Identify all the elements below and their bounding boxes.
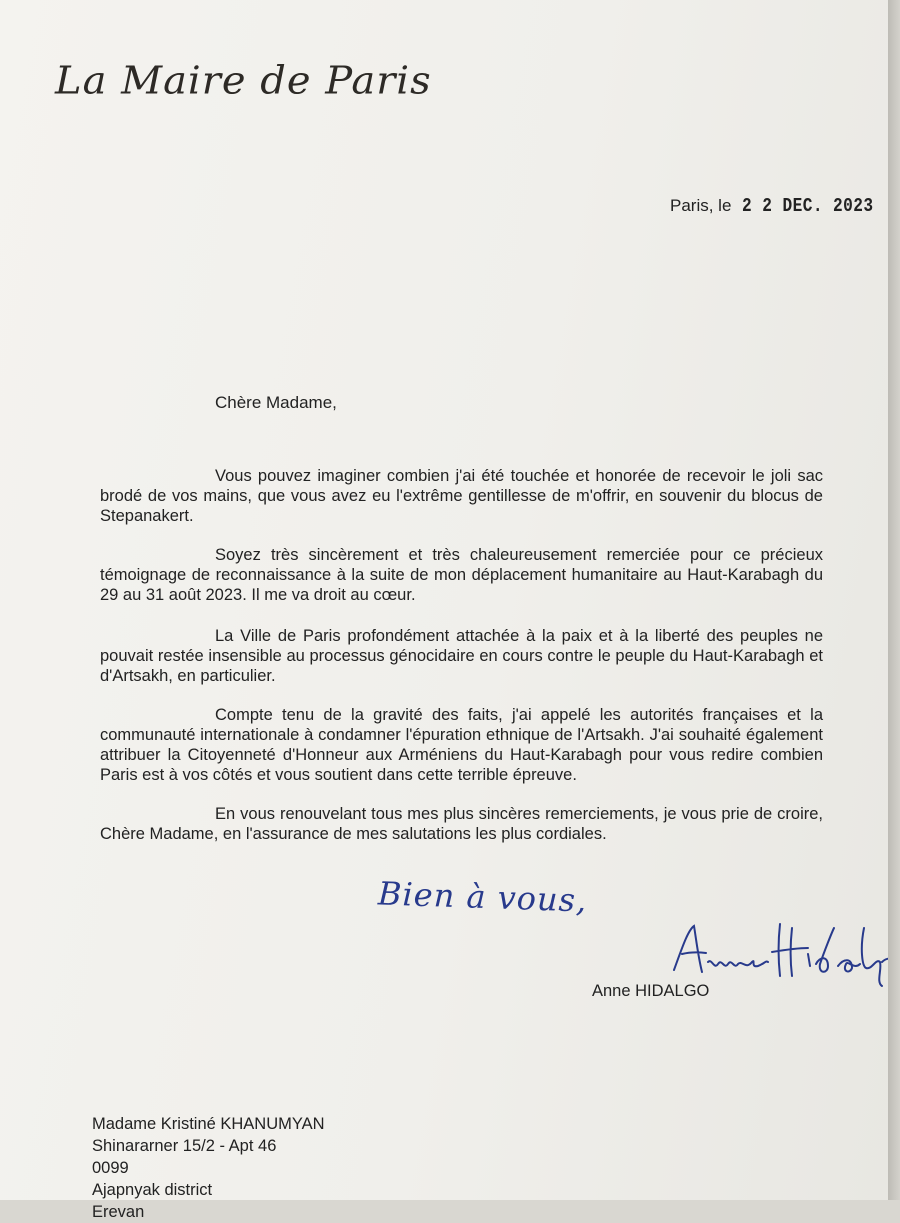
address-line: Madame Kristiné KHANUMYAN: [92, 1115, 325, 1133]
paragraph: En vous renouvelant tous mes plus sincères remerciements, je vous prie de croire, Chère Madame, en l'assurance de mes salutations les plus cordiales.: [100, 805, 823, 843]
date-stamp: 2 2 DEC. 2023: [742, 195, 874, 217]
address-line: Ajapnyak district: [92, 1181, 213, 1199]
page-edge: [888, 0, 900, 1200]
handwritten-closing: Bien à vous,: [377, 874, 588, 920]
date-prefix: Paris, le: [670, 196, 732, 215]
letterhead: La Maire de Paris: [55, 59, 432, 103]
paragraph: Soyez très sincèrement et très chaleureusement remerciée pour ce précieux témoignage de reconnaissance à la suite de mon déplacement humanitaire au Haut-Karabagh du 29 au 31 août 2023. Il me va droit au cœur.: [100, 546, 823, 604]
salutation: Chère Madame,: [215, 393, 337, 412]
signer-name: Anne HIDALGO: [592, 982, 710, 1000]
handwritten-signature: [668, 918, 898, 988]
paragraph: Vous pouvez imaginer combien j'ai été touchée et honorée de recevoir le joli sac brodé de vos mains, que vous avez eu l'extrême gentillesse de m'offrir, en souvenir du blocus de Stepanakert.: [100, 467, 823, 525]
recipient-address: [92, 1113, 325, 1223]
paragraph: La Ville de Paris profondément attachée à la paix et à la liberté des peuples ne pouvait restée insensible au processus génocidaire en cours contre le peuple du Haut-Karabagh et d'Artsakh, en particulier.: [100, 627, 823, 685]
address-line: 0099: [92, 1159, 129, 1177]
address-line: Shinararner 15/2 - Apt 46: [92, 1137, 277, 1155]
letter-body: [100, 466, 823, 863]
date-line: [670, 195, 897, 217]
address-line: Erevan: [92, 1203, 145, 1221]
paragraph: Compte tenu de la gravité des faits, j'ai appelé les autorités françaises et la communauté internationale à condamner l'épuration ethnique de l'Artsakh. J'ai souhaité également attribuer la Citoyenneté d'Honneur aux Arméniens du Haut-Karabagh pour vous redire combien Paris est à vos côtés et vous soutient dans cette terrible épreuve.: [100, 706, 823, 784]
